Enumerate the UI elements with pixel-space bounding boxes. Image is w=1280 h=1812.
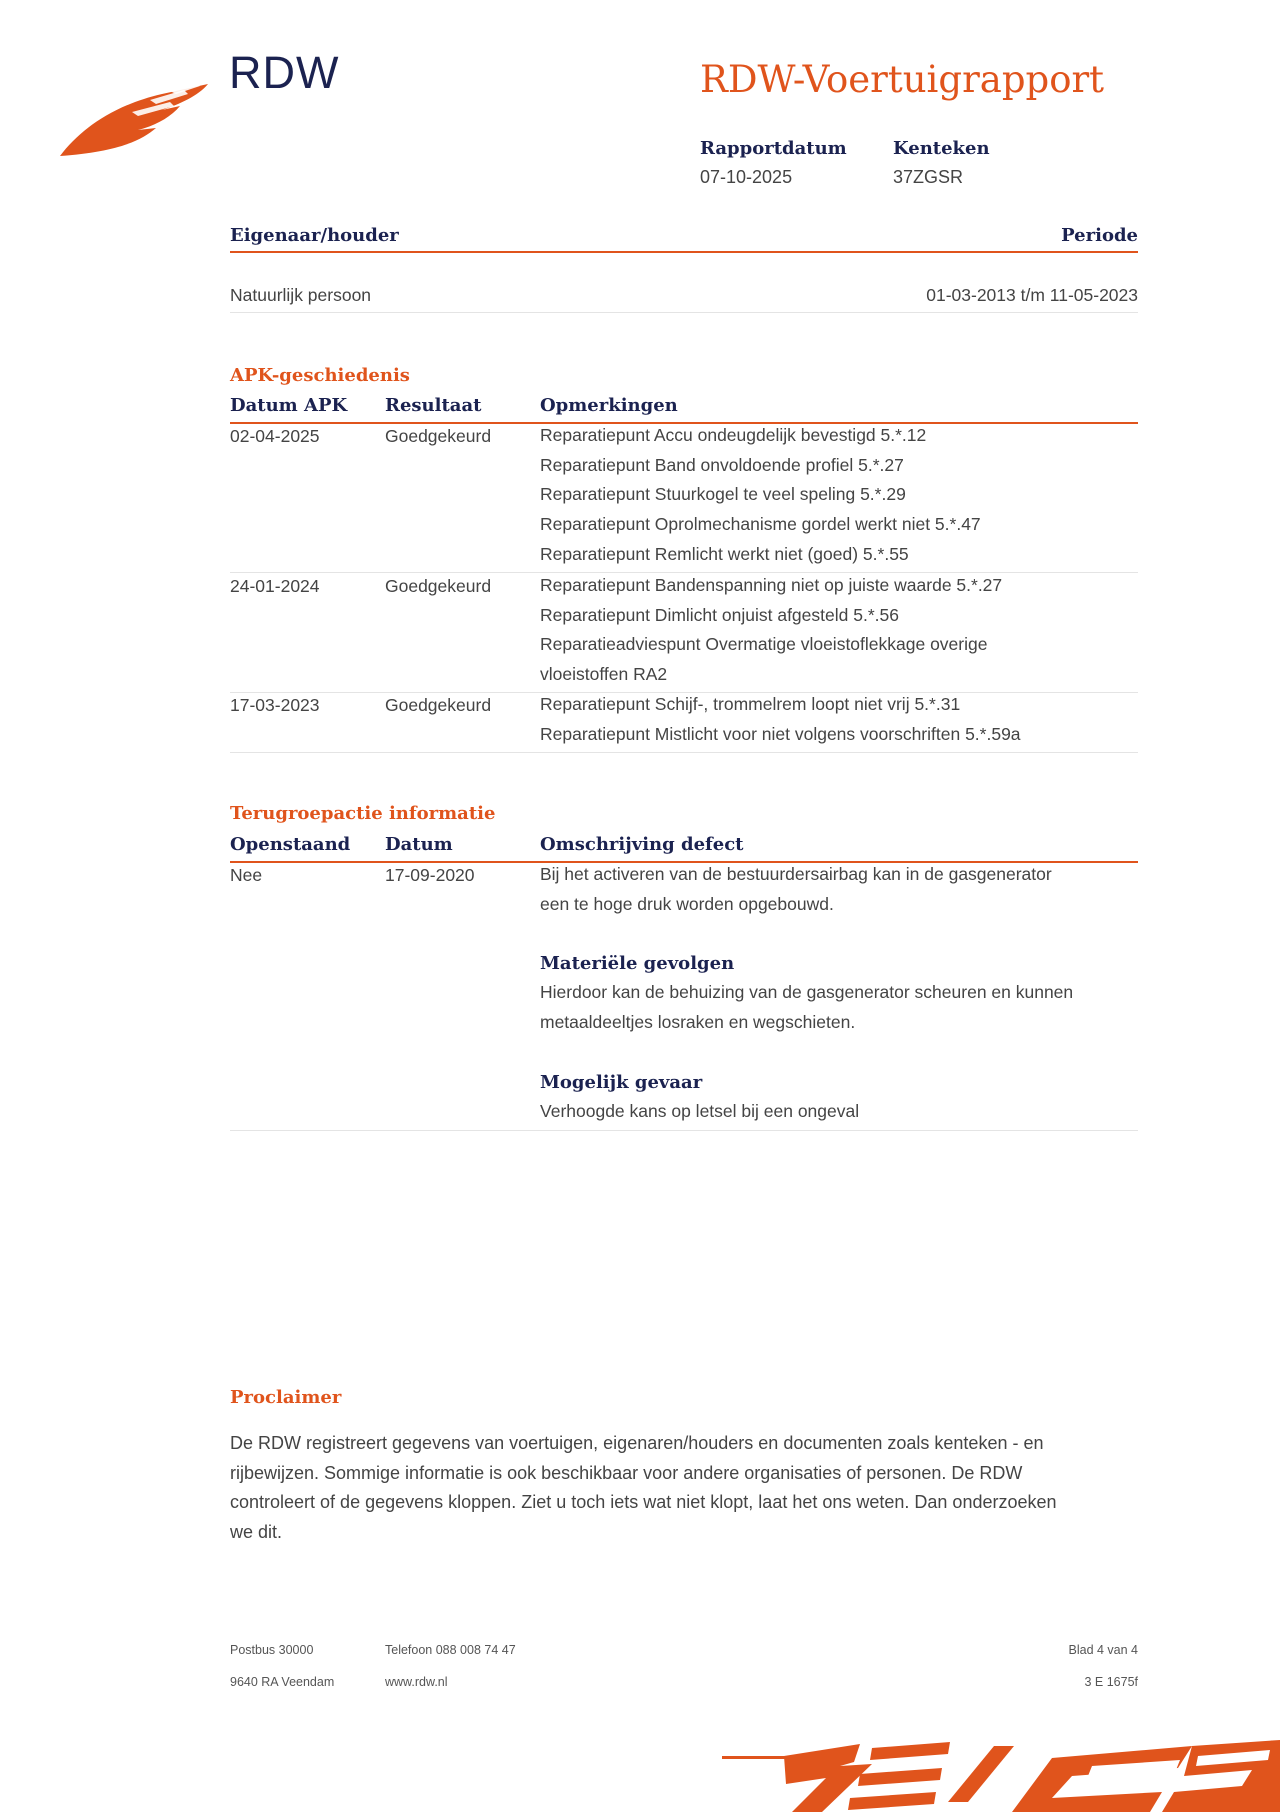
owner-header: Eigenaar/houder: [230, 225, 399, 246]
owner-value: Natuurlijk persoon: [230, 285, 372, 305]
danger-title: Mogelijk gevaar: [540, 1072, 703, 1093]
document-title: RDW-Voertuigrapport: [700, 58, 1105, 101]
apk-row-2-date: 24-01-2024: [230, 576, 320, 596]
apk-remark: vloeistoffen RA2: [540, 664, 668, 685]
danger-text: [540, 1097, 859, 1127]
apk-remark: Reparatiepunt Accu ondeugdelijk bevestigd 5.*.12: [540, 425, 927, 445]
apk-row-1-result: Goedgekeurd: [385, 426, 492, 446]
apk-col-result: Resultaat: [385, 395, 482, 416]
proclaimer-line: De RDW registreert gegevens van voertuigen, eigenaren/houders en documenten zoals kenteken - en: [230, 1433, 1044, 1453]
danger-line: Verhoogde kans op letsel bij een ongeval: [540, 1101, 860, 1121]
apk-remark: Reparatiepunt Band onvoldoende profiel 5.*.27: [540, 454, 904, 475]
apk-row-2-remarks: [540, 571, 1002, 690]
logo-wordmark: RDW: [229, 47, 340, 98]
consequences-line: Hierdoor kan de behuizing van de gasgenerator scheuren en kunnen: [540, 982, 1074, 1002]
recall-description: [540, 860, 1052, 919]
report-date-label: Rapportdatum: [700, 138, 847, 159]
proclaimer-line: rijbewijzen. Sommige informatie is ook beschikbaar voor andere organisaties of personen. De RDW: [230, 1462, 1023, 1483]
footer-address: 9640 RA Veendam: [230, 1675, 335, 1689]
footer-page-number: Blad 4 van 4: [1068, 1643, 1138, 1657]
apk-remark: Reparatiepunt Mistlicht voor niet volgens voorschriften 5.*.59a: [540, 723, 1021, 744]
consequences-text: [540, 978, 1073, 1037]
footer-phone: Telefoon 088 008 74 47: [385, 1643, 516, 1657]
recall-row-divider: [230, 1130, 1138, 1131]
apk-row-1-remarks: [540, 421, 981, 570]
apk-remark: Reparatiepunt Dimlicht onjuist afgesteld 5.*.56: [540, 604, 899, 625]
report-date-value: 07-10-2025: [700, 167, 793, 187]
footer-website[interactable]: www.rdw.nl: [385, 1675, 448, 1689]
apk-row-3-date: 17-03-2023: [230, 695, 320, 715]
recall-section-title: Terugroepactie informatie: [230, 803, 496, 824]
recall-description-line: een te hoge druk worden opgebouwd.: [540, 893, 834, 914]
proclaimer-line: controleert of de gegevens kloppen. Ziet u toch iets wat niet klopt, laat het ons weten. Dan onderzoeken: [230, 1492, 1057, 1513]
proclaimer-line: we dit.: [230, 1522, 283, 1543]
owner-row-divider: [230, 312, 1138, 313]
consequences-line: metaaldeeltjes losraken en wegschieten.: [540, 1011, 856, 1032]
apk-col-date: Datum APK: [230, 395, 348, 416]
period-value: 01-03-2013 t/m 11-05-2023: [926, 285, 1138, 305]
apk-section-title: APK-geschiedenis: [230, 365, 410, 386]
proclaimer-text: [230, 1429, 1130, 1548]
apk-remark: Reparatieadviespunt Overmatige vloeistoflekkage overige: [540, 634, 988, 655]
apk-remark: Reparatiepunt Remlicht werkt niet (goed) 5.*.55: [540, 543, 909, 564]
plate-label: Kenteken: [893, 138, 990, 159]
recall-description-line: Bij het activeren van de bestuurdersairbag kan in de gasgenerator: [540, 864, 1052, 884]
consequences-title: Materiële gevolgen: [540, 953, 735, 974]
period-header: Periode: [1061, 225, 1138, 246]
plate-value: 37ZGSR: [893, 167, 964, 187]
apk-remark: Reparatiepunt Oprolmechanisme gordel werkt niet 5.*.47: [540, 514, 981, 535]
recall-col-description: Omschrijving defect: [540, 834, 744, 855]
apk-col-remarks: Opmerkingen: [540, 395, 678, 416]
apk-row-2-result: Goedgekeurd: [385, 576, 492, 596]
recall-col-date: Datum: [385, 834, 453, 855]
footer-document-code: 3 E 1675f: [1084, 1675, 1138, 1689]
apk-row-3-remarks: [540, 690, 1021, 749]
recall-open-value: Nee: [230, 865, 263, 885]
proclaimer-title: Proclaimer: [230, 1387, 342, 1408]
apk-remark: Reparatiepunt Bandenspanning niet op juiste waarde 5.*.27: [540, 575, 1003, 595]
footer-postbus: Postbus 30000: [230, 1643, 314, 1657]
owner-header-divider: [230, 251, 1138, 253]
apk-row-1-date: 02-04-2025: [230, 426, 320, 446]
apk-row-3-result: Goedgekeurd: [385, 695, 492, 715]
recall-col-open: Openstaand: [230, 834, 351, 855]
apk-remark: Reparatiepunt Schijf-, trommelrem loopt niet vrij 5.*.31: [540, 694, 961, 714]
apk-row-3-divider: [230, 752, 1138, 753]
rdw-logo-icon: [58, 80, 210, 160]
recall-date-value: 17-09-2020: [385, 865, 475, 885]
decorative-stripes-icon: [722, 1740, 1280, 1812]
apk-remark: Reparatiepunt Stuurkogel te veel speling 5.*.29: [540, 484, 906, 505]
